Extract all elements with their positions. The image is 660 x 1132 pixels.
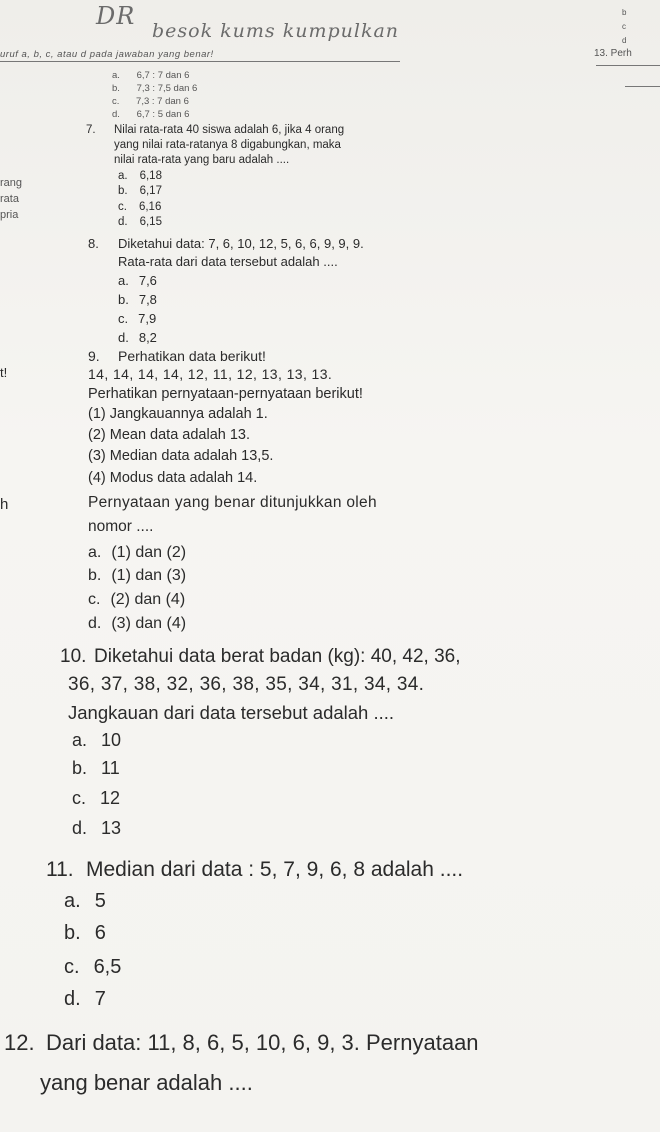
q10-option-b: b. 11 bbox=[72, 758, 120, 778]
q9-line-9: nomor .... bbox=[88, 518, 154, 535]
q9-line-8: Pernyataan yang benar ditunjukkan oleh bbox=[88, 494, 377, 511]
q11-option-a: a. 5 bbox=[64, 890, 106, 912]
q9-option-a: a. (1) dan (2) bbox=[88, 544, 187, 561]
margin-fragment-4: t! bbox=[0, 365, 8, 380]
q11-option-c: c. 6,5 bbox=[64, 956, 122, 978]
q9-statement-1: (1) Jangkauannya adalah 1. bbox=[88, 406, 268, 422]
q10-option-c: c. 12 bbox=[72, 788, 121, 808]
q6-option-d: d. 6,7 : 5 dan 6 bbox=[112, 109, 190, 120]
margin-fragment-2: rata bbox=[0, 193, 19, 205]
q11-option-b: b. 6 bbox=[64, 922, 106, 944]
q7-line-1: Nilai rata-rata 40 siswa adalah 6, jika 4 orang bbox=[114, 124, 345, 136]
right-divider-2 bbox=[625, 86, 660, 87]
margin-fragment-3: pria bbox=[0, 209, 19, 221]
right-letter-b: b bbox=[622, 8, 627, 17]
q10-line-3: Jangkauan dari data tersebut adalah .... bbox=[68, 702, 395, 723]
q6-option-c: c. 7,3 : 7 dan 6 bbox=[112, 96, 189, 107]
q10-number: 10. bbox=[60, 646, 87, 667]
q8-option-a: a. 7,6 bbox=[118, 273, 157, 288]
handwritten-note: besok kums kumpulkan bbox=[152, 20, 400, 42]
q7-option-a: a. 6,18 bbox=[118, 170, 162, 182]
q12-number: 12. bbox=[4, 1030, 35, 1055]
q7-line-2: yang nilai rata-ratanya 8 digabungkan, maka bbox=[114, 139, 341, 151]
q10-line-1: Diketahui data berat badan (kg): 40, 42, 36, bbox=[94, 646, 461, 667]
q12-line-2: yang benar adalah .... bbox=[40, 1070, 253, 1095]
margin-fragment-5: h bbox=[0, 496, 9, 513]
q10-option-d: d. 13 bbox=[72, 818, 122, 838]
q9-line-3: Perhatikan pernyataan-pernyataan berikut! bbox=[88, 386, 363, 402]
q8-option-c: c. 7,9 bbox=[118, 311, 157, 326]
q11-line: Median dari data : 5, 7, 9, 6, 8 adalah .... bbox=[86, 858, 464, 881]
q10-line-2: 36, 37, 38, 32, 36, 38, 35, 34, 31, 34, 34. bbox=[68, 674, 425, 695]
q6-option-a: a. 6,7 : 7 dan 6 bbox=[112, 70, 190, 81]
q7-option-d: d. 6,15 bbox=[118, 216, 162, 228]
q11-option-d: d. 7 bbox=[64, 988, 106, 1010]
instruction-underline bbox=[0, 61, 400, 62]
q7-option-b: b. 6,17 bbox=[118, 185, 162, 197]
right-divider-1 bbox=[596, 65, 660, 66]
q9-number: 9. bbox=[88, 348, 100, 364]
q8-number: 8. bbox=[88, 236, 99, 251]
q9-statement-2: (2) Mean data adalah 13. bbox=[88, 427, 251, 443]
handwritten-initials: DR bbox=[96, 2, 136, 30]
q8-option-d: d. 8,2 bbox=[118, 330, 157, 345]
right-letter-d: d bbox=[622, 36, 627, 45]
q9-statement-4: (4) Modus data adalah 14. bbox=[88, 470, 258, 486]
q9-statement-3: (3) Median data adalah 13,5. bbox=[88, 448, 274, 464]
right-question-header: 13. Perh bbox=[594, 48, 632, 59]
q9-option-c: c. (2) dan (4) bbox=[88, 591, 186, 608]
q7-option-c: c. 6,16 bbox=[118, 201, 162, 213]
q9-option-d: d. (3) dan (4) bbox=[88, 615, 187, 632]
margin-fragment-1: rang bbox=[0, 177, 23, 189]
q7-number: 7. bbox=[86, 124, 96, 136]
q10-option-a: a. 10 bbox=[72, 730, 122, 750]
right-letter-c: c bbox=[622, 22, 626, 31]
q9-data-line: 14, 14, 14, 14, 12, 11, 12, 13, 13, 13. bbox=[88, 366, 333, 382]
q8-line-2: Rata-rata dari data tersebut adalah .... bbox=[118, 254, 338, 269]
q6-option-b: b. 7,3 : 7,5 dan 6 bbox=[112, 83, 198, 94]
q7-line-3: nilai rata-rata yang baru adalah .... bbox=[114, 154, 290, 166]
q9-option-b: b. (1) dan (3) bbox=[88, 567, 187, 584]
q8-option-b: b. 7,8 bbox=[118, 292, 157, 307]
q12-line-1: Dari data: 11, 8, 6, 5, 10, 6, 9, 3. Pernyataan bbox=[46, 1030, 479, 1055]
instruction-text: uruf a, b, c, atau d pada jawaban yang benar! bbox=[0, 49, 214, 60]
q11-number: 11. bbox=[46, 858, 74, 881]
q8-line-1: Diketahui data: 7, 6, 10, 12, 5, 6, 6, 9, 9, 9. bbox=[118, 236, 364, 251]
q9-line-1: Perhatikan data berikut! bbox=[118, 348, 266, 364]
